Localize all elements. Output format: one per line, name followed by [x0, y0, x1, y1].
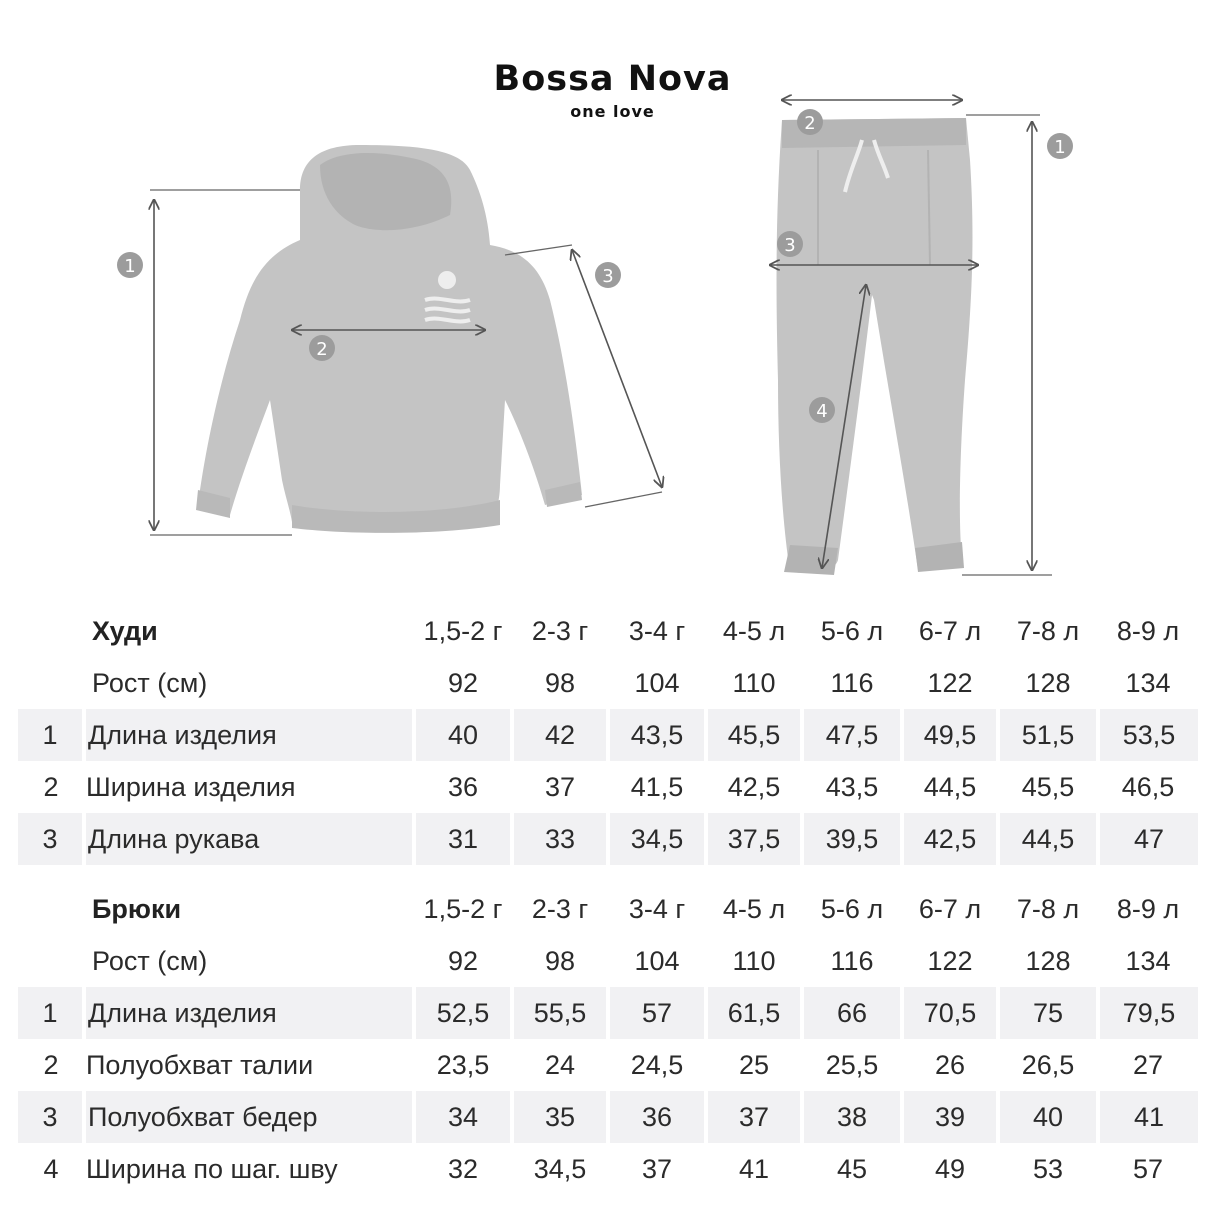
measure-value: 53,5 [1098, 709, 1198, 761]
height-value: 128 [1025, 667, 1071, 698]
height-value: 122 [927, 945, 973, 976]
size-label: 4-5 л [722, 893, 786, 924]
height-value: 104 [634, 667, 680, 698]
measure-value: 49 [934, 1153, 966, 1184]
measure-value: 36 [447, 771, 479, 802]
measure-label: Ширина изделия [86, 771, 296, 802]
measure-label: Длина изделия [84, 709, 414, 761]
height-label: Рост (см) [92, 667, 208, 698]
size-label: 7-8 л [1016, 615, 1080, 646]
size-label: 8-9 л [1116, 893, 1180, 924]
measure-value: 70,5 [902, 987, 998, 1039]
measure-value: 47,5 [802, 709, 902, 761]
height-value: 110 [732, 667, 776, 698]
svg-text:2: 2 [316, 339, 328, 360]
measure-value: 42,5 [727, 771, 781, 802]
measure-value: 37,5 [706, 813, 802, 865]
pants-measure-row [18, 1091, 1198, 1143]
size-label: 7-8 л [1016, 893, 1080, 924]
measure-value: 25 [738, 1049, 770, 1080]
size-label: 2-3 г [531, 893, 589, 924]
garment-illustration [0, 0, 1224, 600]
measure-value: 43,5 [608, 709, 706, 761]
measure-value: 45 [836, 1153, 868, 1184]
measure-value: 57 [1132, 1153, 1164, 1184]
height-label: Рост (см) [92, 945, 208, 976]
measure-value: 26,5 [1021, 1049, 1075, 1080]
measure-value: 24 [544, 1049, 576, 1080]
hoodie-marker-3 [595, 262, 621, 288]
measure-value: 46,5 [1121, 771, 1175, 802]
height-value: 98 [544, 945, 576, 976]
hoodie-measure-row [18, 709, 1198, 761]
measure-value: 41 [1098, 1091, 1198, 1143]
measure-value: 37 [706, 1091, 802, 1143]
pants-marker-3 [777, 231, 803, 257]
row-number: 3 [18, 1091, 84, 1143]
svg-text:1: 1 [1054, 137, 1066, 158]
measure-value: 55,5 [512, 987, 608, 1039]
size-label: 6-7 л [918, 615, 982, 646]
hoodie-title: Худи [92, 615, 158, 646]
measure-label: Полуобхват талии [86, 1049, 314, 1080]
measure-value: 47 [1098, 813, 1198, 865]
svg-text:2: 2 [804, 113, 816, 134]
height-value: 134 [1125, 667, 1171, 698]
pants-marker-4 [809, 397, 835, 423]
measure-value: 52,5 [414, 987, 512, 1039]
measure-value: 27 [1132, 1049, 1164, 1080]
measure-value: 49,5 [902, 709, 998, 761]
pants-measure-row [18, 987, 1198, 1039]
measure-value: 34 [414, 1091, 512, 1143]
measure-value: 57 [608, 987, 706, 1039]
measure-value: 39,5 [802, 813, 902, 865]
measure-value: 51,5 [998, 709, 1098, 761]
height-value: 116 [830, 667, 874, 698]
measure-value: 44,5 [923, 771, 977, 802]
brand-tagline: one love [570, 102, 655, 121]
measure-value: 24,5 [630, 1049, 684, 1080]
measure-label: Полуобхват бедер [84, 1091, 414, 1143]
measure-value: 31 [414, 813, 512, 865]
pants-title: Брюки [92, 893, 182, 924]
measure-value: 43,5 [825, 771, 879, 802]
measure-value: 42 [512, 709, 608, 761]
svg-text:3: 3 [784, 235, 796, 256]
brand-name: Bossa Nova [493, 59, 732, 99]
row-number: 3 [18, 813, 84, 865]
measure-value: 41 [738, 1153, 770, 1184]
height-value: 92 [447, 667, 479, 698]
svg-text:1: 1 [124, 256, 136, 277]
measure-label: Ширина по шаг. шву [86, 1153, 338, 1184]
measure-value: 40 [998, 1091, 1098, 1143]
pants-header-row [18, 883, 1198, 935]
height-value: 110 [732, 945, 776, 976]
height-value: 128 [1025, 945, 1071, 976]
measure-label: Длина рукава [84, 813, 414, 865]
size-label: 8-9 л [1116, 615, 1180, 646]
svg-text:4: 4 [816, 401, 828, 422]
measure-value: 25,5 [825, 1049, 879, 1080]
row-number: 1 [18, 987, 84, 1039]
size-label: 3-4 г [628, 893, 686, 924]
pants-marker-2 [797, 109, 823, 135]
hoodie-measure-row [18, 761, 1198, 813]
hoodie-image [196, 145, 582, 533]
hoodie-size-table [18, 605, 1198, 865]
pants-marker-1 [1047, 133, 1073, 159]
hoodie-marker-1 [117, 252, 143, 278]
height-value: 98 [544, 667, 576, 698]
size-label: 6-7 л [918, 893, 982, 924]
hoodie-header-row [18, 605, 1198, 657]
measure-value: 38 [802, 1091, 902, 1143]
measure-value: 32 [447, 1153, 479, 1184]
row-number: 1 [18, 709, 84, 761]
measure-value: 45,5 [706, 709, 802, 761]
height-value: 92 [447, 945, 479, 976]
measure-value: 45,5 [1021, 771, 1075, 802]
measure-value: 26 [934, 1049, 966, 1080]
measure-value: 75 [998, 987, 1098, 1039]
measure-value: 44,5 [998, 813, 1098, 865]
measure-label: Длина изделия [84, 987, 414, 1039]
size-label: 4-5 л [722, 615, 786, 646]
size-label: 5-6 л [820, 893, 884, 924]
measure-value: 40 [414, 709, 512, 761]
measure-value: 33 [512, 813, 608, 865]
measure-value: 66 [802, 987, 902, 1039]
pants-measure-row [18, 1143, 1198, 1195]
measure-value: 35 [512, 1091, 608, 1143]
pants-height-row [18, 935, 1198, 987]
pants-image [777, 118, 973, 575]
height-value: 134 [1125, 945, 1171, 976]
size-label: 1,5-2 г [423, 615, 503, 646]
svg-text:3: 3 [602, 266, 614, 287]
row-number: 4 [43, 1153, 59, 1184]
row-number: 2 [43, 1049, 59, 1080]
measure-value: 34,5 [533, 1153, 587, 1184]
measure-value: 79,5 [1098, 987, 1198, 1039]
height-value: 122 [927, 667, 973, 698]
hoodie-marker-2 [309, 335, 335, 361]
row-number: 2 [43, 771, 59, 802]
hoodie-height-row [18, 657, 1198, 709]
size-label: 1,5-2 г [423, 893, 503, 924]
measure-value: 23,5 [436, 1049, 490, 1080]
measure-value: 36 [608, 1091, 706, 1143]
measure-value: 61,5 [706, 987, 802, 1039]
size-label: 2-3 г [531, 615, 589, 646]
size-label: 5-6 л [820, 615, 884, 646]
measure-value: 34,5 [608, 813, 706, 865]
measure-value: 37 [641, 1153, 673, 1184]
height-value: 116 [830, 945, 874, 976]
height-value: 104 [634, 945, 680, 976]
pants-size-table [18, 883, 1198, 1195]
measure-value: 37 [544, 771, 576, 802]
measure-value: 41,5 [630, 771, 684, 802]
pants-measure-row [18, 1039, 1198, 1091]
measure-value: 42,5 [902, 813, 998, 865]
measure-value: 53 [1032, 1153, 1064, 1184]
hoodie-measure-row [18, 813, 1198, 865]
measure-value: 39 [902, 1091, 998, 1143]
size-label: 3-4 г [628, 615, 686, 646]
